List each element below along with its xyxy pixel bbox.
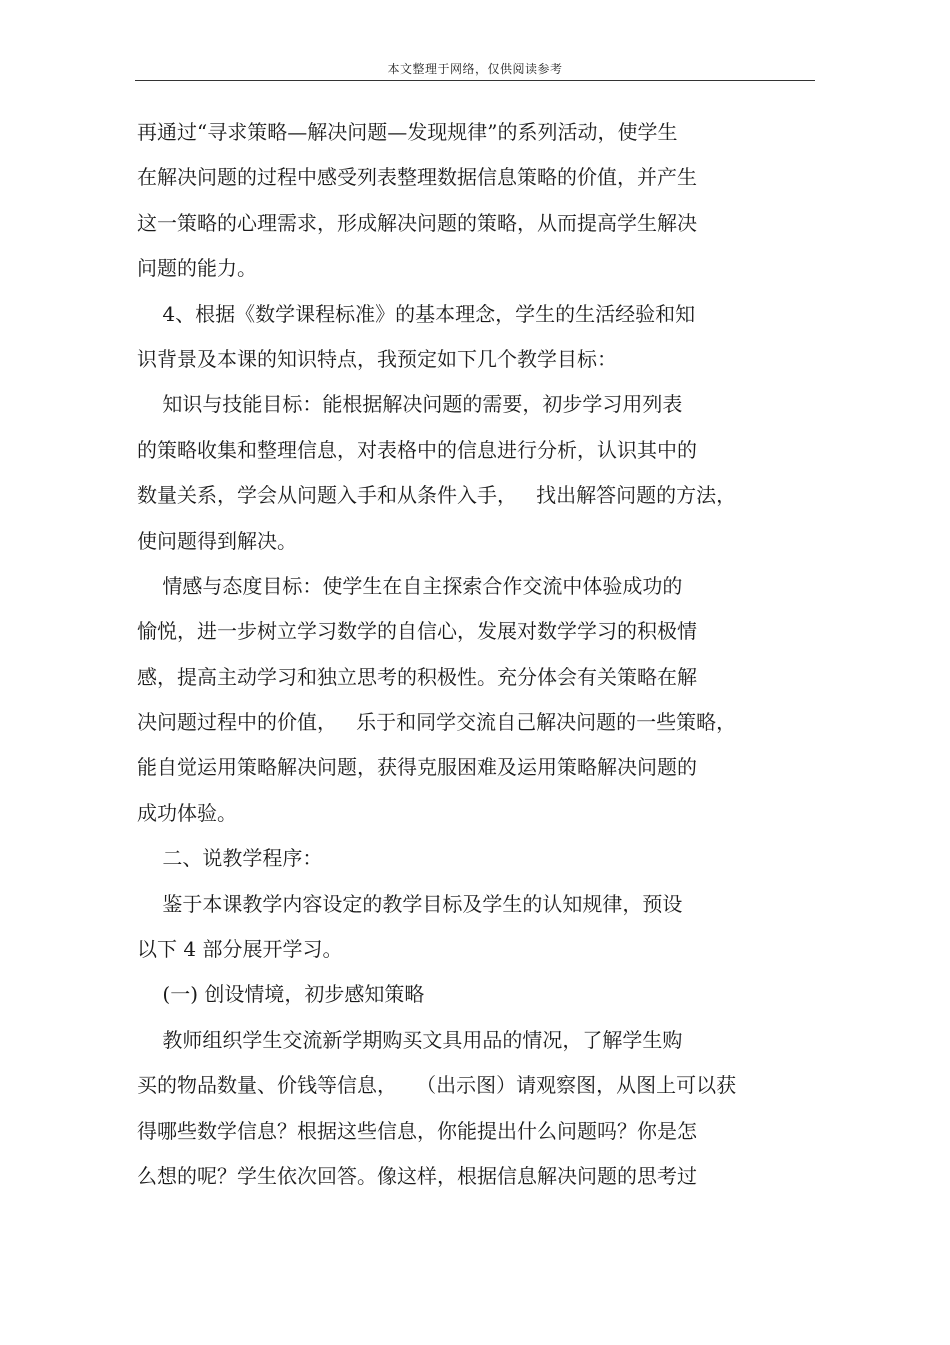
text-line-23: 得哪些数学信息？根据这些信息，你能提出什么问题吗？你是怎 (137, 1118, 697, 1143)
page-header: 本文整理于网络，仅供阅读参考 (387, 62, 563, 76)
text-line-22: 买的物品数量、价钱等信息， （出示图）请观察图，从图上可以获 (137, 1073, 737, 1098)
text-line-10: 使问题得到解决。 (137, 528, 297, 553)
text-line-9: 数量关系，学会从问题入手和从条件入手， 找出解答问题的方法， (137, 483, 737, 508)
text-line-18: 鉴于本课教学内容设定的教学目标及学生的认知规律，预设 (137, 891, 683, 916)
document-body (137, 117, 792, 1206)
text-line-13: 感，提高主动学习和独立思考的积极性。充分体会有关策略在解 (137, 664, 697, 689)
text-line-16: 成功体验。 (137, 800, 237, 825)
text-line-17: 二、说教学程序： (137, 846, 323, 871)
text-line-8: 的策略收集和整理信息，对表格中的信息进行分析，认识其中的 (137, 437, 697, 462)
header-divider (135, 80, 815, 81)
text-line-1: 再通过“寻求策略—解决问题—发现规律”的系列活动，使学生 (137, 120, 678, 144)
text-line-19: 以下 4 部分展开学习。 (137, 937, 343, 962)
text-line-14: 决问题过程中的价值， 乐于和同学交流自己解决问题的一些策略， (137, 710, 737, 735)
text-line-2: 在解决问题的过程中感受列表整理数据信息策略的价值，并产生 (137, 165, 697, 190)
text-line-6: 识背景及本课的知识特点，我预定如下几个教学目标： (137, 346, 617, 371)
text-line-21: 教师组织学生交流新学期购买文具用品的情况，了解学生购 (137, 1027, 683, 1052)
text-line-3: 这一策略的心理需求，形成解决问题的策略，从而提高学生解决 (137, 210, 697, 235)
text-line-24: 么想的呢？学生依次回答。像这样，根据信息解决问题的思考过 (137, 1163, 697, 1188)
text-line-20: (一) 创设情境，初步感知策略 (137, 982, 425, 1007)
text-line-7: 知识与技能目标：能根据解决问题的需要，初步学习用列表 (137, 392, 683, 417)
text-line-12: 愉悦，进一步树立学习数学的自信心，发展对数学学习的积极情 (137, 619, 697, 644)
text-line-11: 情感与态度目标：使学生在自主探索合作交流中体验成功的 (137, 573, 683, 598)
text-line-15: 能自觉运用策略解决问题，获得克服困难及运用策略解决问题的 (137, 755, 697, 780)
text-line-4: 问题的能力。 (137, 256, 257, 281)
text-line-5: 4、根据《数学课程标准》的基本理念，学生的生活经验和知 (137, 301, 696, 326)
